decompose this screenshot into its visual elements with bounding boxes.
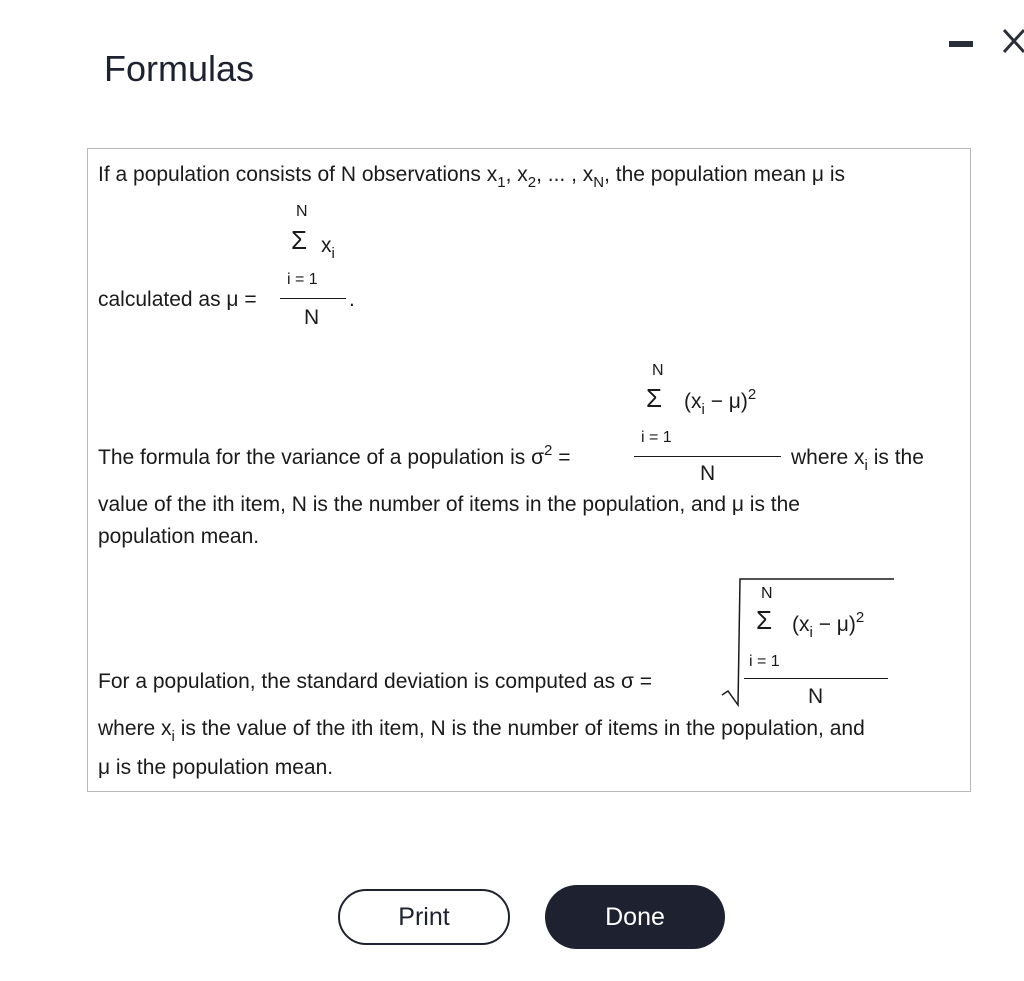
minimize-button[interactable] (949, 38, 973, 50)
stddev-fraction-bar (744, 678, 888, 679)
close-icon (1000, 26, 1024, 56)
variance-sum-upper: N (652, 362, 664, 379)
stddev-lead-text: For a population, the standard deviation is computed as σ = (98, 670, 653, 693)
done-button[interactable]: Done (545, 885, 725, 949)
mean-term: $x_i$ (321, 234, 335, 262)
variance-fraction-bar (634, 456, 781, 457)
stddev-sigma: Σ (756, 605, 773, 635)
stddev-sum-lower: i = 1 (749, 653, 780, 670)
mean-denominator: N (304, 306, 320, 329)
stddev-denominator: N (808, 685, 824, 708)
mean-period: . (349, 288, 355, 311)
variance-sum-lower: i = 1 (641, 429, 672, 446)
mean-fraction-bar (280, 298, 346, 299)
mean-sum-upper: N (296, 203, 308, 220)
minimize-icon (949, 41, 973, 47)
stddev-term: $(x_i - \mu)^2$ (792, 609, 865, 641)
stddev-line2: where $x_i$ is the value of the ith item, N is the number of items in the population, and (98, 717, 865, 745)
variance-line3: population mean. (98, 525, 260, 548)
mean-sum-lower: i = 1 (287, 271, 318, 288)
mean-intro-text: If a population consists of N observations $x_1$, $x_2$, ... , $x_N$, the population mean μ is (98, 163, 846, 191)
formula-panel (87, 148, 971, 792)
dialog-title: Formulas (104, 48, 255, 89)
print-button[interactable]: Print (338, 889, 510, 945)
stddev-line3: μ is the population mean. (98, 756, 334, 779)
variance-term: $(x_i - \mu)^2$ (684, 386, 757, 418)
mean-calc-label: calculated as μ = (98, 288, 257, 311)
variance-lead-text: The formula for the variance of a population is $\sigma^2$ = (98, 442, 571, 469)
stddev-sum-upper: N (761, 585, 773, 602)
variance-denominator: N (700, 462, 716, 485)
variance-sigma: Σ (646, 383, 663, 413)
close-button[interactable] (1000, 26, 1024, 56)
mean-sigma: Σ (291, 225, 308, 255)
variance-line2: value of the ith item, N is the number of items in the population, and μ is the (98, 493, 800, 516)
variance-after-text: where $x_i$ is the (791, 446, 924, 474)
